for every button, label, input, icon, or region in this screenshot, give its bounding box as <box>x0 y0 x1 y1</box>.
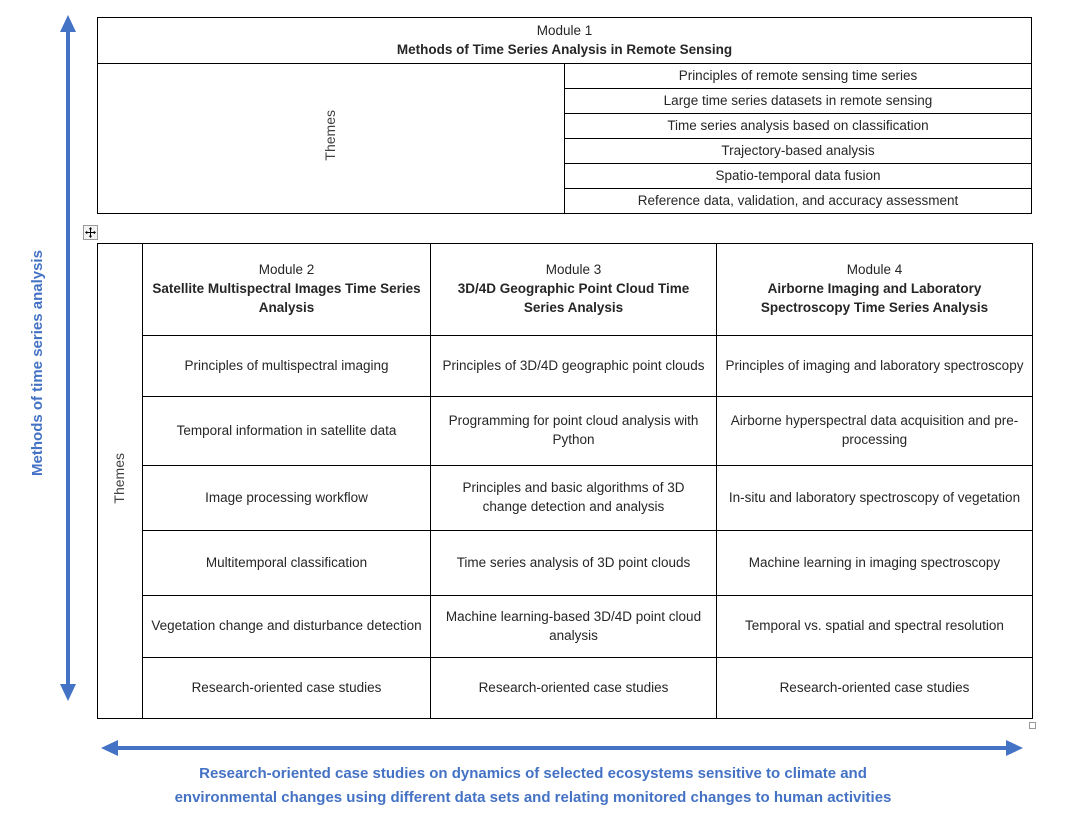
theme-cell: Airborne hyperspectral data acquisition and pre-processing <box>717 397 1033 466</box>
theme-cell: Vegetation change and disturbance detection <box>143 596 431 658</box>
horizontal-axis-arrow <box>100 737 1024 759</box>
vertical-axis-arrow <box>58 14 78 702</box>
theme-cell: Temporal information in satellite data <box>143 397 431 466</box>
module4-label: Module 4 <box>846 262 903 278</box>
theme-cell: Multitemporal classification <box>143 531 431 596</box>
theme-cell: Principles of 3D/4D geographic point clouds <box>431 336 717 397</box>
module1-header-cell <box>98 18 1032 64</box>
module2-title: Satellite Multispectral Images Time Series Analysis <box>152 281 421 315</box>
modules-themes-side-cell <box>98 244 143 719</box>
themes-label: Themes <box>111 452 128 504</box>
module2-label: Module 2 <box>258 262 315 278</box>
theme-cell: In-situ and laboratory spectroscopy of vegetation <box>717 466 1033 531</box>
move-icon <box>85 227 96 238</box>
theme-cell: Machine learning-based 3D/4D point cloud analysis <box>431 596 717 658</box>
module3-title: 3D/4D Geographic Point Cloud Time Series Analysis <box>457 281 690 315</box>
module4-title: Airborne Imaging and Laboratory Spectroscopy Time Series Analysis <box>760 281 989 315</box>
theme-cell: Large time series datasets in remote sensing <box>565 89 1032 114</box>
module3-label: Module 3 <box>545 262 602 278</box>
theme-cell: Time series analysis of 3D point clouds <box>431 531 717 596</box>
vertical-axis-label: Methods of time series analysis <box>29 250 46 476</box>
table-move-handle[interactable] <box>83 225 98 240</box>
theme-cell: Principles of imaging and laboratory spectroscopy <box>717 336 1033 397</box>
module2-header-cell <box>143 244 431 336</box>
horizontal-axis-label-line2: environmental changes using different data sets and relating monitored changes to human activities <box>174 789 892 806</box>
theme-cell: Research-oriented case studies <box>717 658 1033 719</box>
theme-cell: Research-oriented case studies <box>431 658 717 719</box>
module1-label: Module 1 <box>536 22 593 38</box>
table-resize-handle[interactable] <box>1029 722 1036 729</box>
module1-themes-side-cell <box>98 64 565 214</box>
theme-cell: Research-oriented case studies <box>143 658 431 719</box>
module1-table <box>97 17 1032 214</box>
module4-header-cell <box>717 244 1033 336</box>
theme-cell: Programming for point cloud analysis with Python <box>431 397 717 466</box>
theme-cell: Principles of multispectral imaging <box>143 336 431 397</box>
module3-header-cell <box>431 244 717 336</box>
horizontal-axis-label-line1: Research-oriented case studies on dynamics of selected ecosystems sensitive to climate and <box>199 765 867 782</box>
theme-cell: Principles of remote sensing time series <box>565 64 1032 89</box>
theme-cell: Machine learning in imaging spectroscopy <box>717 531 1033 596</box>
horizontal-axis-label <box>0 762 1066 810</box>
theme-cell: Time series analysis based on classification <box>565 114 1032 139</box>
theme-cell: Trajectory-based analysis <box>565 139 1032 164</box>
theme-cell: Principles and basic algorithms of 3D change detection and analysis <box>431 466 717 531</box>
theme-cell: Reference data, validation, and accuracy assessment <box>565 189 1032 214</box>
modules-table <box>97 243 1033 719</box>
themes-label: Themes <box>322 110 339 161</box>
module1-title: Methods of Time Series Analysis in Remote Sensing <box>396 41 733 57</box>
theme-cell: Image processing workflow <box>143 466 431 531</box>
theme-cell: Temporal vs. spatial and spectral resolution <box>717 596 1033 658</box>
theme-cell: Spatio-temporal data fusion <box>565 164 1032 189</box>
